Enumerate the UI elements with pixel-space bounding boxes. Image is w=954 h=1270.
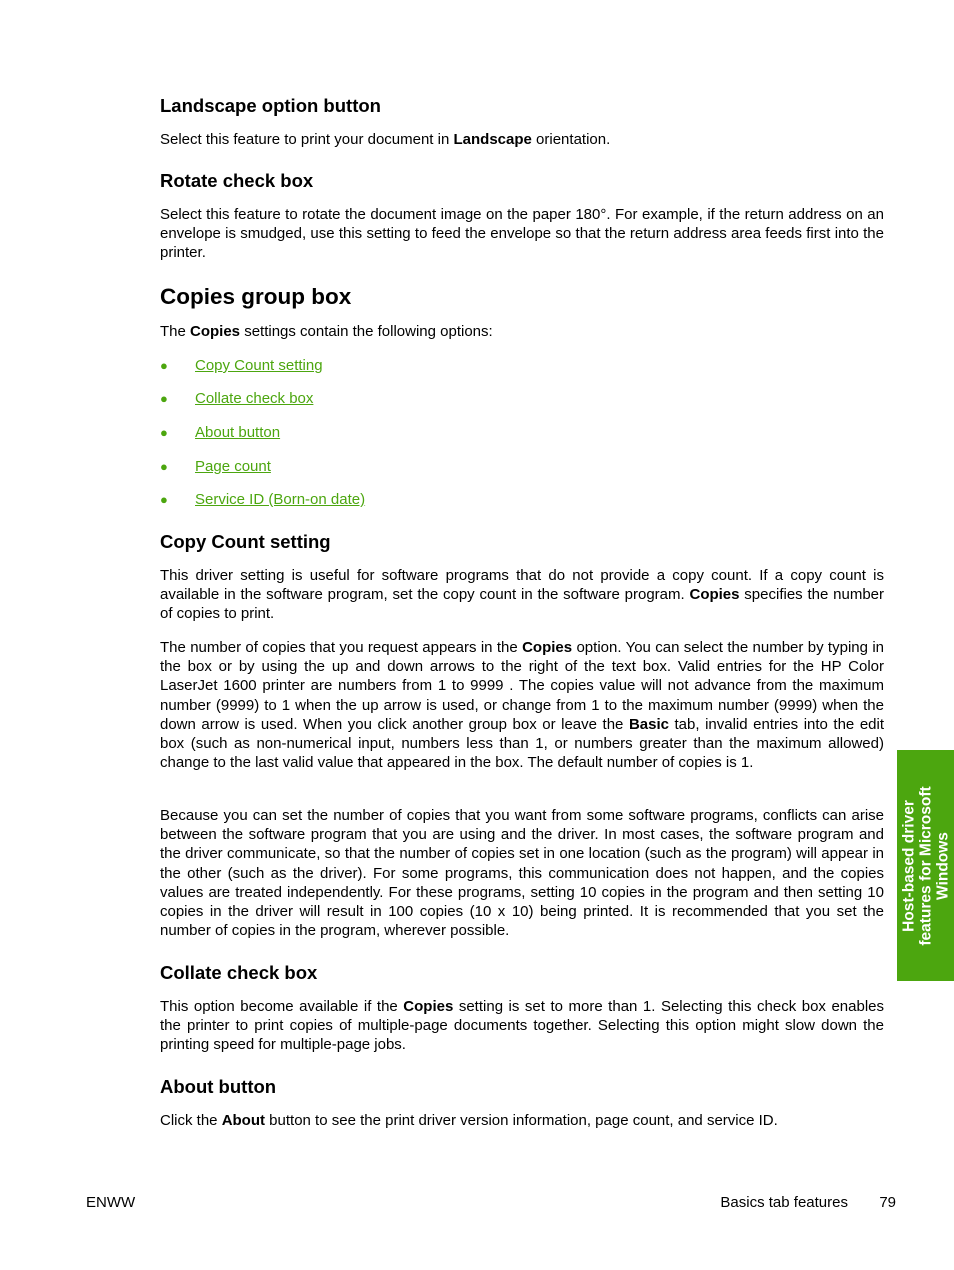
about-paragraph: Click the About button to see the print driver version information, page count, and service ID. [160,1112,778,1129]
link-collate-check-box[interactable]: Collate check box [195,390,314,407]
collate-paragraph: This option become available if the Copies setting is set to more than 1. Selecting this check box enables the printer to print copies of multiple-page documents together. Selecting this option might slow down the printing speed for multiple-page jobs. [160,998,885,1054]
chapter-side-tab-label: Host-based driver features for Microsoft Windows [900,785,951,946]
page-number: 79 [879,1194,896,1211]
rotate-heading: Rotate check box [160,170,314,191]
link-page-count[interactable]: Page count [195,458,271,475]
link-about-button[interactable]: About button [195,424,281,441]
bullet-icon: ● [160,492,168,507]
chapter-side-tab [897,750,954,981]
footer-left: ENWW [86,1194,136,1211]
copy-count-paragraph-1: This driver setting is useful for software programs that do not provide a copy count. If a copy count is available in the software program, set the copy count in the software program. Copies specifies the number of copies to print. [160,567,885,623]
link-copy-count-setting[interactable]: Copy Count setting [195,357,323,374]
copy-count-paragraph-2: The number of copies that you request appears in the Copies option. You can select the number by typing in the box or by using the up and down arrows to the right of the text box. Valid entries for the HP Color LaserJet 1600 printer are numbers from 1 to 9999 . The copies value will not advance from the maximum number (9999) to 1 when the up arrow is used, or change from 1 to the maximum number (9999) when the down arrow is used. When you click another group box or leave the Basic tab, invalid entries into the edit box (such as non-numerical input, numbers less than 1, or numbers greater than the maximum allowed) change to the last valid value that appeared in the box. The default number of copies is 1. [160,639,885,772]
bullet-icon: ● [160,358,168,373]
rotate-paragraph: Select this feature to rotate the document image on the paper 180°. For example, if the return address on an envelope is smudged, use this setting to feed the envelope so that the return address area feeds first into the printer. [160,206,884,262]
landscape-heading: Landscape option button [160,95,381,116]
bullet-icon: ● [160,459,168,474]
footer-section: Basics tab features [720,1194,848,1211]
bullet-icon: ● [160,391,168,406]
link-service-id[interactable]: Service ID (Born-on date) [195,491,366,508]
copy-count-heading: Copy Count setting [160,531,331,552]
about-heading: About button [160,1076,277,1097]
bullet-icon: ● [160,425,168,440]
landscape-paragraph: Select this feature to print your document in Landscape orientation. [160,131,611,148]
copies-heading: Copies group box [160,284,352,309]
copy-count-paragraph-3: Because you can set the number of copies that you want from some software programs, conflicts can arise between the software program that you are using and the driver. In most cases, the software program and the driver communicate, so that the number of copies set in one location (such as the program) will appear in the other (such as the driver). For some programs, this communication does not happen, and the copies values are treated independently. For these programs, setting 10 copies in the program and then setting 10 copies in the driver will result in 100 copies (10 x 10) being printed. It is recommended that you set the number of copies in the program, wherever possible. [160,807,884,940]
copies-intro: The Copies settings contain the following options: [160,323,493,340]
collate-heading: Collate check box [160,962,318,983]
